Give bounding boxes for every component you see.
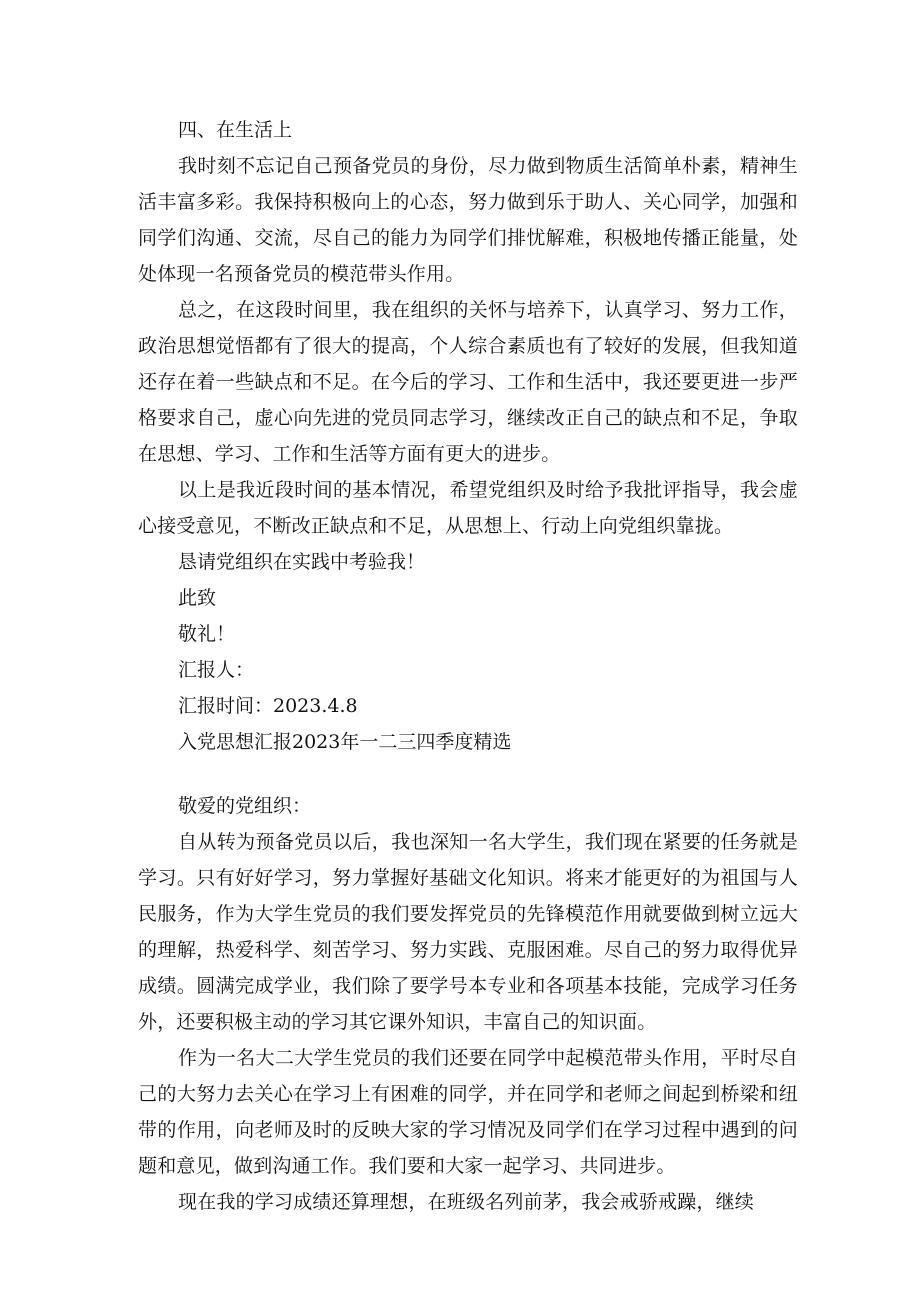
document-body — [138, 112, 798, 1220]
document-title: 入党思想汇报2023年一二三四季度精选 — [178, 731, 512, 753]
paragraph-grades: 现在我的学习成绩还算理想，在班级名列前茅，我会戒骄戒躁，继续 — [178, 1191, 755, 1213]
paragraph-study: 自从转为预备党员以后，我也深知一名大学生，我们现在紧要的任务就是学习。只有好好学习，努力掌握好基础文化知识。将来才能更好的为祖国与人民服务，作为大学生党员的我们要发挥党员的先锋模范作用就要做到树立远大的理解，热爱科学、刻苦学习、努力实践、克服困难。尽自己的努力取得优异成绩。圆满完成学业，我们除了要学号本专业和各项基本技能，完成学习任务外，还要积极主动的学习其它课外知识，丰富自己的知识面。 — [138, 831, 798, 1033]
paragraph-life: 我时刻不忘记自己预备党员的身份，尽力做到物质生活简单朴素，精神生活丰富多彩。我保持积极向上的心态，努力做到乐于助人、关心同学，加强和同学们沟通、交流，尽自己的能力为同学们排忧解难，积极地传播正能量，处处体现一名预备党员的模范带头作用。 — [138, 155, 798, 285]
paragraph-conclusion: 以上是我近段时间的基本情况，希望党组织及时给予我批评指导，我会虚心接受意见，不断改正缺点和不足，从思想上、行动上向党组织靠拢。 — [138, 479, 798, 537]
closing-request: 恳请党组织在实践中考验我！ — [178, 551, 426, 573]
closing-cizhi: 此致 — [178, 587, 217, 609]
spacer — [138, 760, 798, 788]
paragraph-summary: 总之，在这段时间里，我在组织的关怀与培养下，认真学习、努力工作，政治思想觉悟都有了很大的提高，个人综合素质也有了较好的发展，但我知道还存在着一些缺点和不足。在今后的学习、工作和生活中，我还要更进一步严格要求自己，虚心向先进的党员同志学习，继续改正自己的缺点和不足，争取在思想、学习、工作和生活等方面有更大的进步。 — [138, 299, 798, 465]
closing-jingli: 敬礼！ — [178, 623, 236, 645]
report-date: 汇报时间：2023.4.8 — [178, 695, 358, 717]
paragraph-role-model: 作为一名大二大学生党员的我们还要在同学中起模范带头作用，平时尽自己的大努力去关心在学习上有困难的同学，并在同学和老师之间起到桥梁和纽带的作用，向老师及时的反映大家的学习情况及同学们在学习过程中遇到的问题和意见，做到沟通工作。我们要和大家一起学习、共同进步。 — [138, 1047, 798, 1177]
section-heading-life: 四、在生活上 — [178, 119, 293, 141]
reporter-label: 汇报人： — [178, 659, 255, 681]
salutation: 敬爱的党组织： — [178, 795, 312, 817]
